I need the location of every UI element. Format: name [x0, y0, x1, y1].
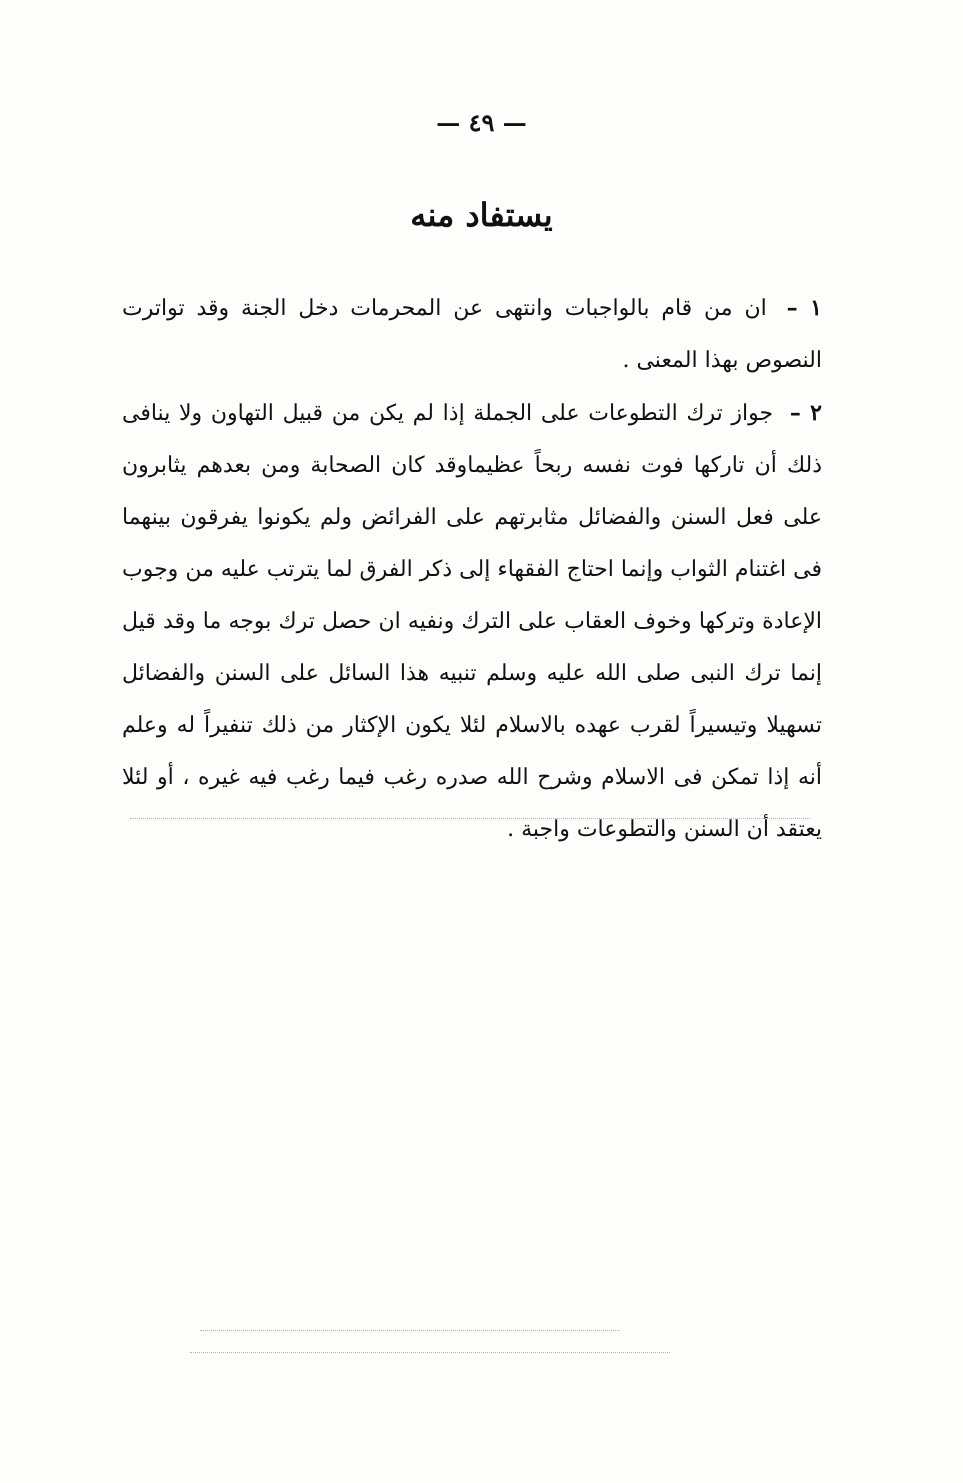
- page-body: [122, 282, 822, 856]
- scan-noise: [130, 818, 810, 820]
- section-heading: يستفاد منه: [410, 196, 553, 234]
- item-text: جواز ترك التطوعات على الجملة إذا لم يكن من قبيل التهاون ولا ينافى ذلك أن تاركها فوت نفسه ربحاً عظيماوقد كان الصحابة ومن بعدهم يثابرون على فعل السنن والفضائل مثابرتهم على الفرائض ولم يكونوا يفرقون بينهما فى اغتنام الثواب وإنما احتاج الفقهاء إلى ذكر الفرق لما يترتب عليه من وجوب الإعادة وتركها وخوف العقاب على الترك ونفيه ان حصل ترك بوجه ما وقد قيل إنما ترك النبى صلى الله عليه وسلم تنبيه هذا السائل على السنن والفضائل تسهيلا وتيسيراً لقرب عهده بالاسلام لئلا يكون الإكثار من ذلك تنفيراً له وعلم أنه إذا تمكن فى الاسلام وشرح الله صدره رغب فيما رغب فيه غيره ، أو لئلا يعتقد أن السنن والتطوعات واجبة .: [122, 401, 823, 842]
- item-number: ١ –: [786, 295, 822, 321]
- scan-noise: [190, 1352, 670, 1354]
- item-text: ان من قام بالواجبات وانتهى عن المحرمات دخل الجنة وقد تواترت النصوص بهذا المعنى .: [122, 296, 822, 373]
- scan-noise: [200, 1330, 620, 1332]
- list-item: [122, 387, 822, 856]
- list-item: [122, 282, 822, 387]
- page-number: — ٤٩ —: [436, 108, 527, 137]
- item-number: ٢ –: [789, 400, 822, 426]
